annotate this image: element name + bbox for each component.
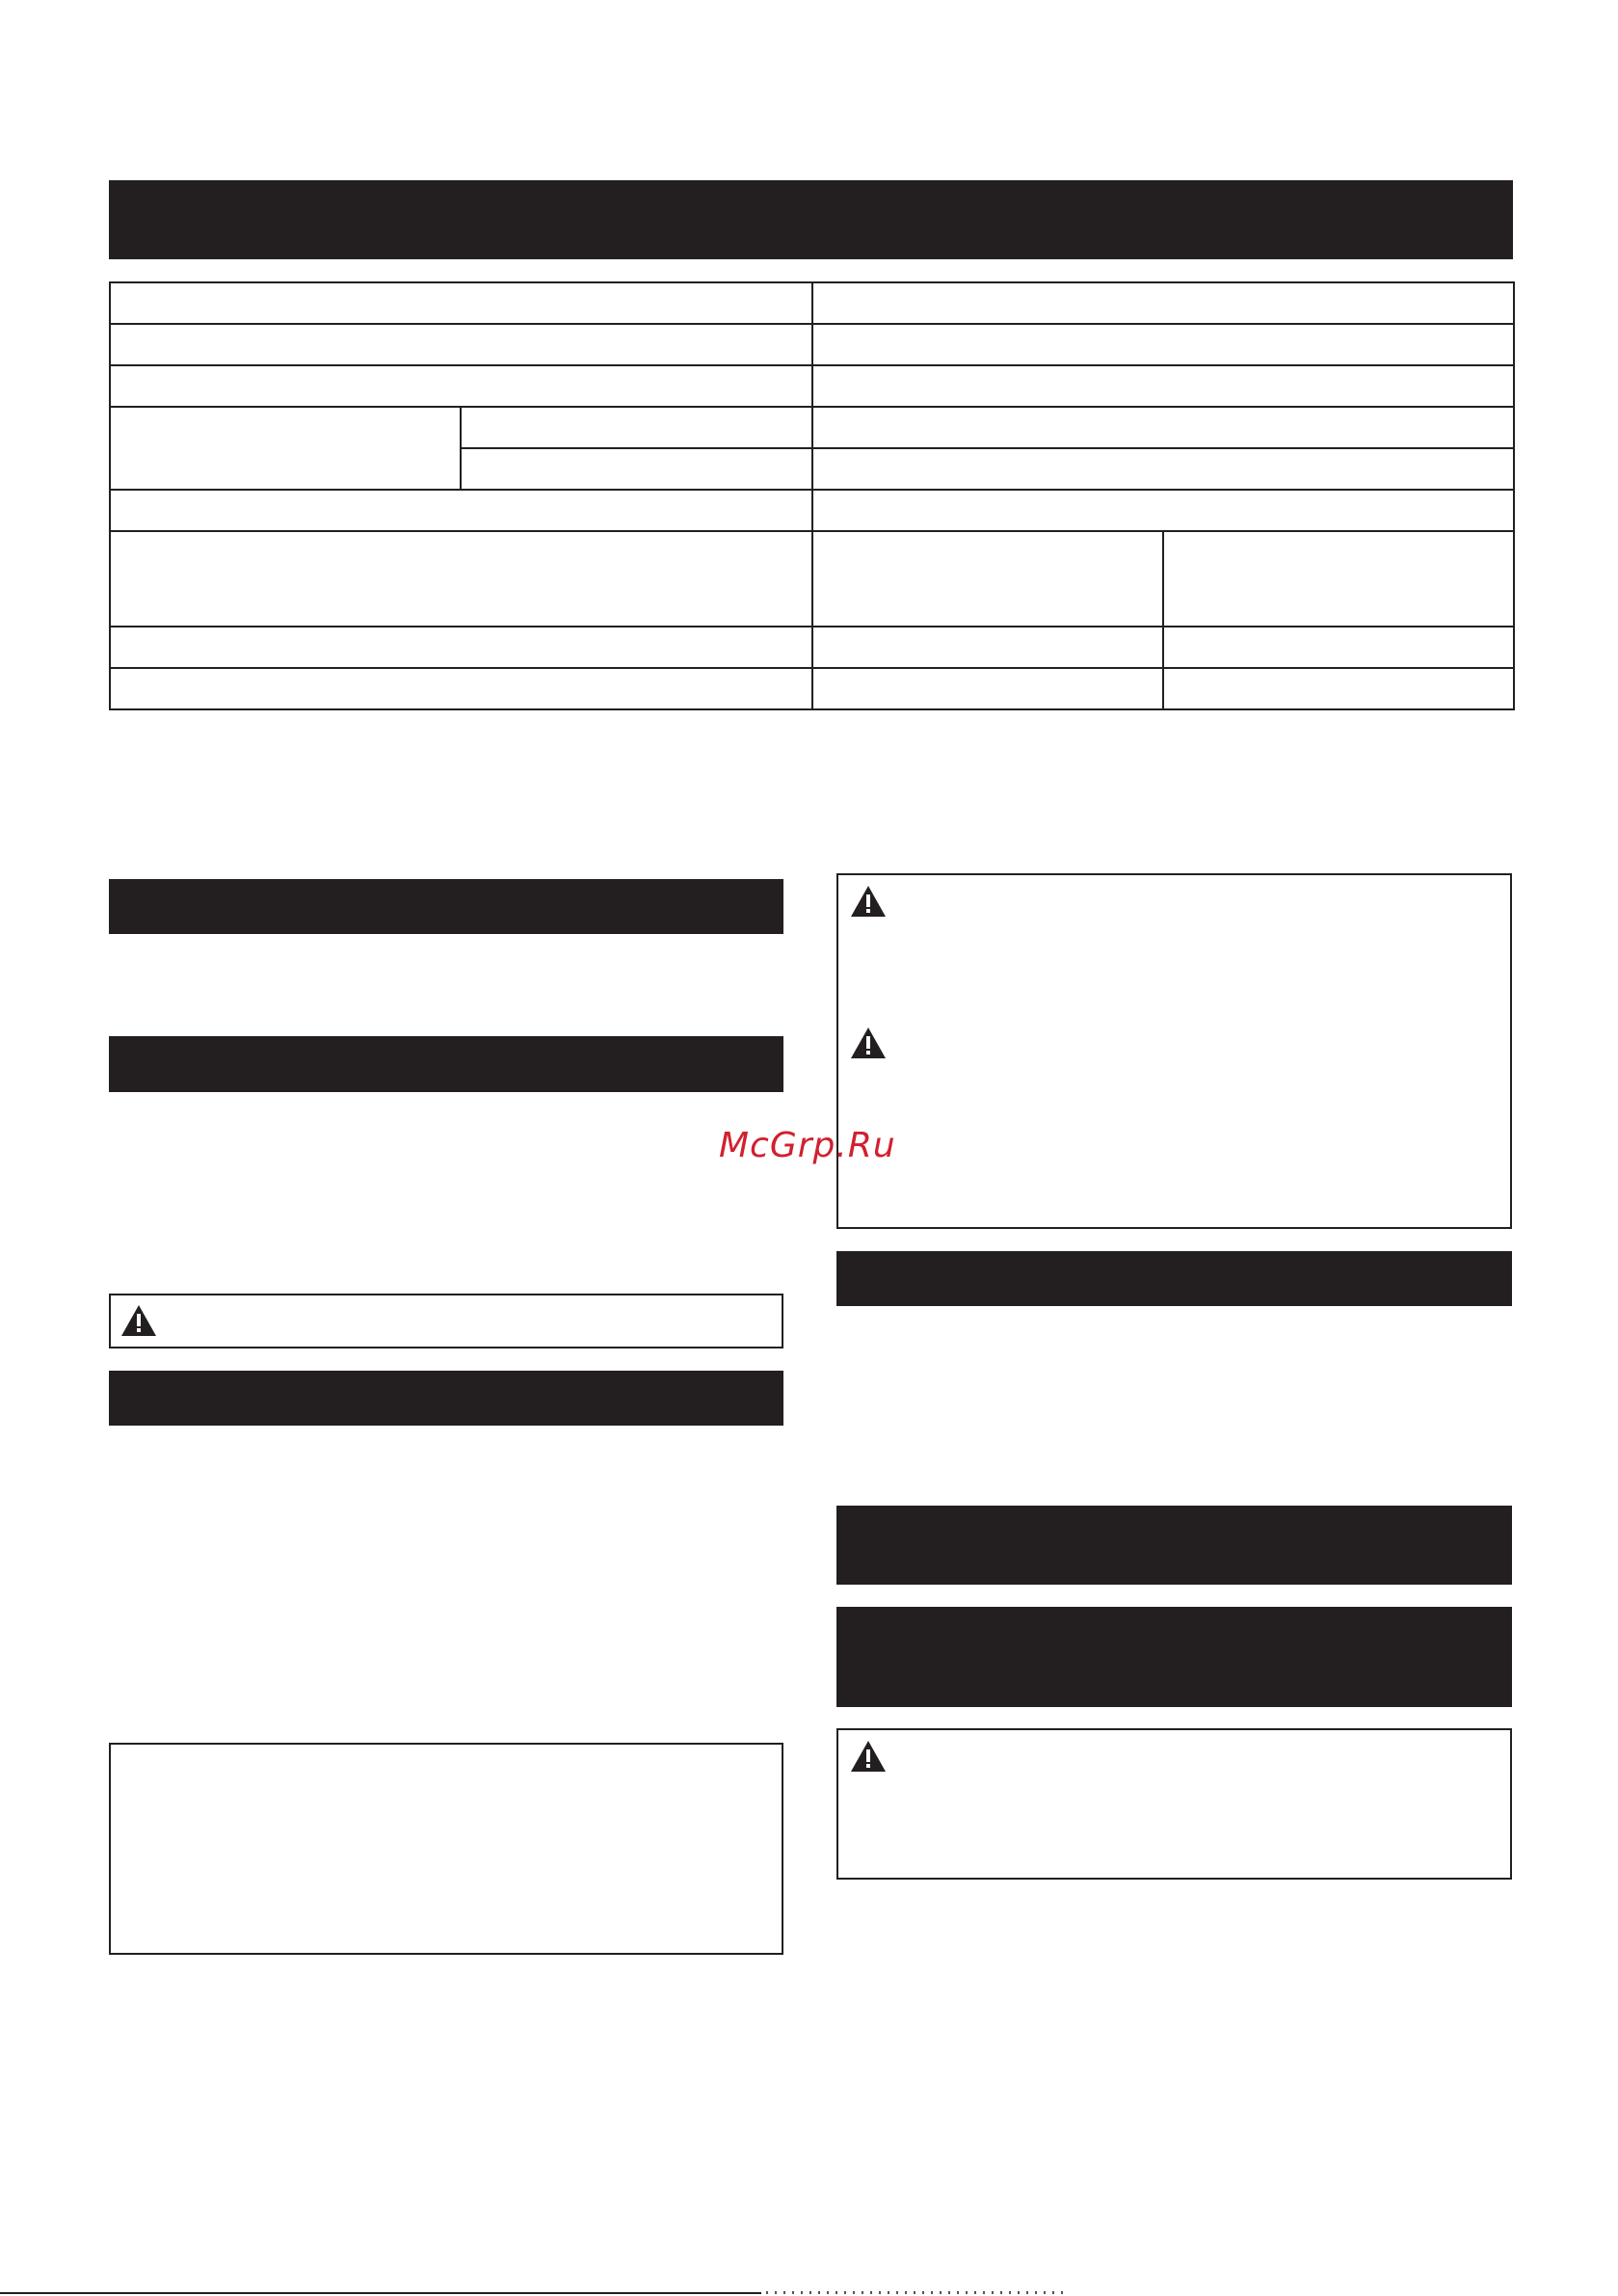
table-cell xyxy=(110,407,461,490)
section-header-bar xyxy=(109,1036,783,1092)
table-cell xyxy=(1163,668,1514,709)
table-cell xyxy=(812,490,1514,531)
table-cell xyxy=(812,407,1514,448)
specifications-table xyxy=(109,281,1515,710)
table-row xyxy=(110,490,1514,531)
table-row xyxy=(110,668,1514,709)
warning-box xyxy=(836,1728,1512,1880)
section-header-bar xyxy=(836,1251,1512,1306)
table-row xyxy=(110,365,1514,407)
table-row xyxy=(110,407,1514,448)
table-cell xyxy=(812,282,1514,324)
section-header-bar xyxy=(836,1607,1512,1707)
table-cell xyxy=(110,531,812,627)
table-row xyxy=(110,531,1514,627)
section-header-bar xyxy=(109,879,783,934)
footer-rule xyxy=(0,2292,761,2294)
table-cell xyxy=(110,490,812,531)
warning-box xyxy=(109,1294,783,1348)
table-row xyxy=(110,324,1514,365)
table-cell xyxy=(461,448,812,490)
table-cell xyxy=(110,324,812,365)
notice-box xyxy=(109,1743,783,1955)
table-cell xyxy=(812,448,1514,490)
table-row xyxy=(110,627,1514,668)
table-cell xyxy=(1163,531,1514,627)
footer-marks xyxy=(766,2291,1065,2294)
table-cell xyxy=(110,668,812,709)
table-cell xyxy=(812,365,1514,407)
warning-triangle-icon xyxy=(850,1027,887,1059)
table-cell xyxy=(110,282,812,324)
section-header-bar xyxy=(836,1506,1512,1585)
warning-box xyxy=(836,873,1512,1229)
watermark: McGrp.Ru xyxy=(719,1126,896,1165)
table-cell xyxy=(812,324,1514,365)
table-row xyxy=(110,282,1514,324)
table-cell xyxy=(812,531,1163,627)
table-cell xyxy=(110,365,812,407)
section-header-bar xyxy=(109,1371,783,1426)
warning-triangle-icon xyxy=(850,885,887,918)
title-bar xyxy=(109,180,1513,259)
warning-triangle-icon xyxy=(850,1740,887,1773)
table-cell xyxy=(812,627,1163,668)
table-cell xyxy=(110,627,812,668)
warning-triangle-icon xyxy=(120,1304,157,1337)
table-cell xyxy=(1163,627,1514,668)
table-cell xyxy=(461,407,812,448)
table-cell xyxy=(812,668,1163,709)
